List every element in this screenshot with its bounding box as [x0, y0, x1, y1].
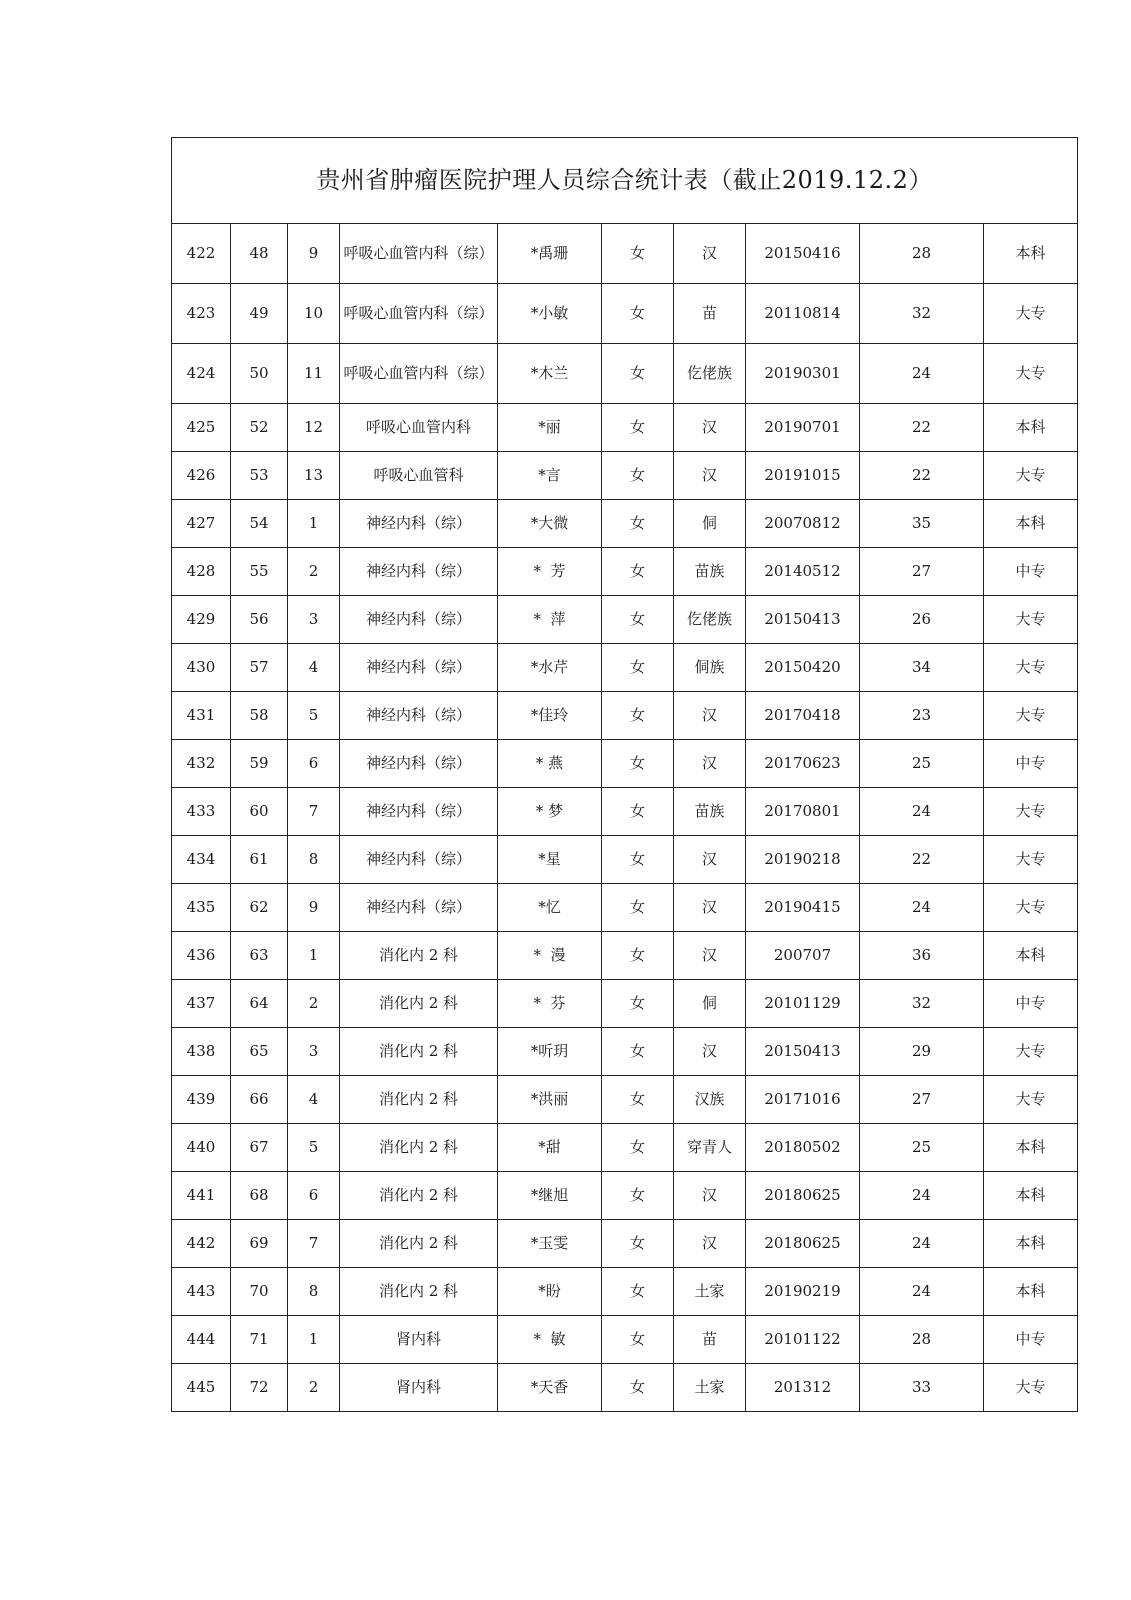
table-row — [172, 836, 1078, 884]
cell-dept-index-b: 6 — [288, 1172, 340, 1220]
cell-gender: 女 — [602, 884, 674, 932]
cell-dept-index-b: 11 — [288, 344, 340, 404]
cell-dept-index-a: 63 — [231, 932, 288, 980]
cell-age: 26 — [860, 596, 984, 644]
cell-education: 大专 — [984, 692, 1078, 740]
cell-start-date: 20190301 — [746, 344, 860, 404]
cell-start-date: 200707 — [746, 932, 860, 980]
cell-ethnicity: 仡佬族 — [674, 344, 746, 404]
cell-name: *星 — [498, 836, 602, 884]
cell-name: *言 — [498, 452, 602, 500]
cell-name: *大微 — [498, 500, 602, 548]
cell-total-index: 426 — [172, 452, 231, 500]
cell-department: 呼吸心血管内科（综） — [340, 284, 498, 344]
table-row — [172, 644, 1078, 692]
cell-gender: 女 — [602, 1364, 674, 1412]
cell-total-index: 443 — [172, 1268, 231, 1316]
table-row — [172, 1124, 1078, 1172]
cell-age: 24 — [860, 344, 984, 404]
cell-age: 22 — [860, 836, 984, 884]
cell-dept-index-a: 54 — [231, 500, 288, 548]
cell-gender: 女 — [602, 284, 674, 344]
cell-start-date: 20180625 — [746, 1172, 860, 1220]
table-row — [172, 980, 1078, 1028]
table-row — [172, 1028, 1078, 1076]
cell-gender: 女 — [602, 596, 674, 644]
cell-name: *佳玲 — [498, 692, 602, 740]
cell-total-index: 428 — [172, 548, 231, 596]
cell-age: 24 — [860, 788, 984, 836]
cell-age: 34 — [860, 644, 984, 692]
cell-dept-index-a: 55 — [231, 548, 288, 596]
cell-education: 大专 — [984, 788, 1078, 836]
cell-ethnicity: 汉 — [674, 740, 746, 788]
cell-dept-index-a: 69 — [231, 1220, 288, 1268]
cell-age: 33 — [860, 1364, 984, 1412]
cell-education: 本科 — [984, 1124, 1078, 1172]
cell-dept-index-b: 2 — [288, 980, 340, 1028]
cell-total-index: 439 — [172, 1076, 231, 1124]
cell-name: *听玥 — [498, 1028, 602, 1076]
cell-start-date: 20101129 — [746, 980, 860, 1028]
cell-dept-index-b: 9 — [288, 884, 340, 932]
cell-age: 36 — [860, 932, 984, 980]
table-row — [172, 1316, 1078, 1364]
cell-ethnicity: 土家 — [674, 1364, 746, 1412]
cell-name: *甜 — [498, 1124, 602, 1172]
cell-dept-index-a: 58 — [231, 692, 288, 740]
cell-dept-index-b: 13 — [288, 452, 340, 500]
cell-gender: 女 — [602, 1124, 674, 1172]
cell-ethnicity: 汉 — [674, 224, 746, 284]
cell-dept-index-b: 2 — [288, 1364, 340, 1412]
cell-start-date: 20070812 — [746, 500, 860, 548]
cell-start-date: 20180502 — [746, 1124, 860, 1172]
cell-education: 大专 — [984, 884, 1078, 932]
cell-dept-index-a: 59 — [231, 740, 288, 788]
cell-age: 28 — [860, 224, 984, 284]
cell-age: 35 — [860, 500, 984, 548]
cell-ethnicity: 穿青人 — [674, 1124, 746, 1172]
table-row — [172, 1268, 1078, 1316]
table-row — [172, 884, 1078, 932]
cell-gender: 女 — [602, 980, 674, 1028]
cell-gender: 女 — [602, 500, 674, 548]
cell-name: * 芬 — [498, 980, 602, 1028]
cell-start-date: 20180625 — [746, 1220, 860, 1268]
cell-total-index: 427 — [172, 500, 231, 548]
cell-education: 大专 — [984, 452, 1078, 500]
cell-start-date: 20171016 — [746, 1076, 860, 1124]
cell-education: 大专 — [984, 836, 1078, 884]
cell-total-index: 422 — [172, 224, 231, 284]
cell-department: 呼吸心血管科 — [340, 452, 498, 500]
cell-ethnicity: 苗 — [674, 1316, 746, 1364]
cell-dept-index-a: 62 — [231, 884, 288, 932]
cell-gender: 女 — [602, 1316, 674, 1364]
cell-education: 大专 — [984, 596, 1078, 644]
cell-total-index: 431 — [172, 692, 231, 740]
cell-gender: 女 — [602, 1028, 674, 1076]
cell-total-index: 444 — [172, 1316, 231, 1364]
cell-gender: 女 — [602, 932, 674, 980]
cell-dept-index-b: 6 — [288, 740, 340, 788]
cell-department: 神经内科（综） — [340, 692, 498, 740]
cell-dept-index-a: 50 — [231, 344, 288, 404]
cell-education: 本科 — [984, 1268, 1078, 1316]
cell-department: 消化内 2 科 — [340, 1220, 498, 1268]
cell-ethnicity: 汉 — [674, 836, 746, 884]
cell-total-index: 424 — [172, 344, 231, 404]
cell-start-date: 20101122 — [746, 1316, 860, 1364]
cell-dept-index-a: 64 — [231, 980, 288, 1028]
nursing-staff-table — [171, 137, 1078, 1412]
cell-ethnicity: 汉 — [674, 1220, 746, 1268]
cell-education: 大专 — [984, 344, 1078, 404]
table-row — [172, 452, 1078, 500]
cell-name: * 漫 — [498, 932, 602, 980]
cell-gender: 女 — [602, 740, 674, 788]
table-row — [172, 1076, 1078, 1124]
cell-ethnicity: 土家 — [674, 1268, 746, 1316]
cell-name: * 燕 — [498, 740, 602, 788]
table-row — [172, 500, 1078, 548]
cell-total-index: 429 — [172, 596, 231, 644]
cell-dept-index-b: 9 — [288, 224, 340, 284]
cell-dept-index-b: 3 — [288, 1028, 340, 1076]
cell-education: 中专 — [984, 740, 1078, 788]
table-row — [172, 740, 1078, 788]
cell-ethnicity: 苗族 — [674, 548, 746, 596]
cell-total-index: 425 — [172, 404, 231, 452]
cell-age: 25 — [860, 1124, 984, 1172]
cell-dept-index-a: 52 — [231, 404, 288, 452]
cell-department: 呼吸心血管内科（综） — [340, 224, 498, 284]
cell-total-index: 442 — [172, 1220, 231, 1268]
title-row — [172, 138, 1078, 224]
cell-start-date: 20170623 — [746, 740, 860, 788]
cell-start-date: 20140512 — [746, 548, 860, 596]
cell-name: *禹珊 — [498, 224, 602, 284]
cell-start-date: 20170418 — [746, 692, 860, 740]
cell-department: 呼吸心血管内科（综） — [340, 344, 498, 404]
cell-dept-index-a: 56 — [231, 596, 288, 644]
cell-dept-index-a: 57 — [231, 644, 288, 692]
cell-dept-index-a: 61 — [231, 836, 288, 884]
cell-dept-index-b: 4 — [288, 644, 340, 692]
cell-dept-index-a: 66 — [231, 1076, 288, 1124]
cell-name: * 敏 — [498, 1316, 602, 1364]
cell-education: 本科 — [984, 1172, 1078, 1220]
cell-department: 神经内科（综） — [340, 548, 498, 596]
cell-education: 本科 — [984, 932, 1078, 980]
cell-dept-index-b: 1 — [288, 1316, 340, 1364]
table-row — [172, 1364, 1078, 1412]
cell-department: 消化内 2 科 — [340, 980, 498, 1028]
cell-start-date: 20190701 — [746, 404, 860, 452]
cell-dept-index-a: 48 — [231, 224, 288, 284]
cell-department: 神经内科（综） — [340, 740, 498, 788]
cell-ethnicity: 汉 — [674, 1028, 746, 1076]
cell-education: 大专 — [984, 284, 1078, 344]
cell-age: 24 — [860, 1220, 984, 1268]
cell-age: 27 — [860, 1076, 984, 1124]
cell-age: 29 — [860, 1028, 984, 1076]
cell-age: 22 — [860, 404, 984, 452]
cell-department: 神经内科（综） — [340, 836, 498, 884]
cell-department: 呼吸心血管内科 — [340, 404, 498, 452]
cell-department: 神经内科（综） — [340, 884, 498, 932]
cell-start-date: 20110814 — [746, 284, 860, 344]
cell-ethnicity: 汉 — [674, 884, 746, 932]
cell-total-index: 436 — [172, 932, 231, 980]
table-row — [172, 344, 1078, 404]
cell-age: 24 — [860, 1172, 984, 1220]
cell-dept-index-b: 12 — [288, 404, 340, 452]
cell-dept-index-a: 72 — [231, 1364, 288, 1412]
cell-ethnicity: 汉 — [674, 1172, 746, 1220]
table-row — [172, 932, 1078, 980]
cell-education: 本科 — [984, 500, 1078, 548]
cell-dept-index-b: 10 — [288, 284, 340, 344]
cell-dept-index-a: 68 — [231, 1172, 288, 1220]
cell-name: *忆 — [498, 884, 602, 932]
cell-gender: 女 — [602, 452, 674, 500]
table-body — [172, 138, 1078, 1412]
cell-ethnicity: 汉 — [674, 452, 746, 500]
cell-education: 大专 — [984, 1364, 1078, 1412]
cell-ethnicity: 仡佬族 — [674, 596, 746, 644]
cell-total-index: 437 — [172, 980, 231, 1028]
cell-start-date: 201312 — [746, 1364, 860, 1412]
cell-gender: 女 — [602, 1268, 674, 1316]
cell-total-index: 435 — [172, 884, 231, 932]
table-row — [172, 1172, 1078, 1220]
cell-name: *水芹 — [498, 644, 602, 692]
cell-dept-index-a: 49 — [231, 284, 288, 344]
cell-dept-index-a: 67 — [231, 1124, 288, 1172]
cell-education: 本科 — [984, 1220, 1078, 1268]
cell-dept-index-b: 1 — [288, 500, 340, 548]
cell-ethnicity: 侗 — [674, 500, 746, 548]
cell-dept-index-b: 2 — [288, 548, 340, 596]
cell-name: * 萍 — [498, 596, 602, 644]
cell-department: 神经内科（综） — [340, 596, 498, 644]
cell-education: 大专 — [984, 1076, 1078, 1124]
cell-education: 大专 — [984, 644, 1078, 692]
cell-dept-index-a: 60 — [231, 788, 288, 836]
cell-gender: 女 — [602, 692, 674, 740]
cell-dept-index-b: 7 — [288, 1220, 340, 1268]
cell-dept-index-b: 8 — [288, 1268, 340, 1316]
cell-gender: 女 — [602, 1220, 674, 1268]
cell-gender: 女 — [602, 224, 674, 284]
cell-dept-index-a: 53 — [231, 452, 288, 500]
cell-department: 神经内科（综） — [340, 500, 498, 548]
cell-start-date: 20150420 — [746, 644, 860, 692]
cell-department: 肾内科 — [340, 1364, 498, 1412]
cell-ethnicity: 侗 — [674, 980, 746, 1028]
cell-gender: 女 — [602, 644, 674, 692]
cell-department: 消化内 2 科 — [340, 1076, 498, 1124]
cell-ethnicity: 侗族 — [674, 644, 746, 692]
cell-name: *木兰 — [498, 344, 602, 404]
cell-ethnicity: 汉 — [674, 404, 746, 452]
cell-dept-index-a: 65 — [231, 1028, 288, 1076]
cell-name: *丽 — [498, 404, 602, 452]
cell-gender: 女 — [602, 1172, 674, 1220]
cell-dept-index-a: 70 — [231, 1268, 288, 1316]
cell-department: 消化内 2 科 — [340, 1124, 498, 1172]
cell-gender: 女 — [602, 548, 674, 596]
cell-dept-index-b: 3 — [288, 596, 340, 644]
cell-total-index: 441 — [172, 1172, 231, 1220]
table-row — [172, 596, 1078, 644]
cell-dept-index-b: 4 — [288, 1076, 340, 1124]
table-row — [172, 788, 1078, 836]
cell-age: 24 — [860, 1268, 984, 1316]
cell-name: * 芳 — [498, 548, 602, 596]
cell-education: 大专 — [984, 1028, 1078, 1076]
cell-ethnicity: 汉族 — [674, 1076, 746, 1124]
table-row — [172, 404, 1078, 452]
table-row — [172, 224, 1078, 284]
cell-total-index: 423 — [172, 284, 231, 344]
cell-education: 本科 — [984, 404, 1078, 452]
cell-start-date: 20190218 — [746, 836, 860, 884]
table-row — [172, 1220, 1078, 1268]
cell-gender: 女 — [602, 788, 674, 836]
cell-total-index: 434 — [172, 836, 231, 884]
cell-gender: 女 — [602, 836, 674, 884]
cell-start-date: 20150413 — [746, 596, 860, 644]
cell-dept-index-b: 5 — [288, 1124, 340, 1172]
cell-department: 神经内科（综） — [340, 644, 498, 692]
cell-education: 中专 — [984, 548, 1078, 596]
cell-age: 23 — [860, 692, 984, 740]
cell-total-index: 440 — [172, 1124, 231, 1172]
cell-ethnicity: 汉 — [674, 932, 746, 980]
cell-start-date: 20190219 — [746, 1268, 860, 1316]
cell-start-date: 20190415 — [746, 884, 860, 932]
cell-department: 消化内 2 科 — [340, 1028, 498, 1076]
cell-ethnicity: 苗族 — [674, 788, 746, 836]
cell-education: 中专 — [984, 980, 1078, 1028]
cell-total-index: 430 — [172, 644, 231, 692]
cell-dept-index-b: 7 — [288, 788, 340, 836]
cell-age: 32 — [860, 980, 984, 1028]
cell-ethnicity: 苗 — [674, 284, 746, 344]
cell-name: *继旭 — [498, 1172, 602, 1220]
cell-gender: 女 — [602, 404, 674, 452]
cell-education: 本科 — [984, 224, 1078, 284]
cell-dept-index-b: 1 — [288, 932, 340, 980]
cell-dept-index-b: 8 — [288, 836, 340, 884]
table-title: 贵州省肿瘤医院护理人员综合统计表（截止2019.12.2） — [172, 138, 1078, 224]
cell-name: *天香 — [498, 1364, 602, 1412]
cell-name: *小敏 — [498, 284, 602, 344]
cell-age: 25 — [860, 740, 984, 788]
cell-department: 神经内科（综） — [340, 788, 498, 836]
cell-age: 24 — [860, 884, 984, 932]
cell-start-date: 20150416 — [746, 224, 860, 284]
cell-name: *洪丽 — [498, 1076, 602, 1124]
cell-age: 27 — [860, 548, 984, 596]
cell-age: 22 — [860, 452, 984, 500]
cell-gender: 女 — [602, 344, 674, 404]
cell-name: *盼 — [498, 1268, 602, 1316]
cell-name: *玉雯 — [498, 1220, 602, 1268]
table-row — [172, 548, 1078, 596]
cell-department: 肾内科 — [340, 1316, 498, 1364]
cell-total-index: 432 — [172, 740, 231, 788]
cell-gender: 女 — [602, 1076, 674, 1124]
cell-total-index: 445 — [172, 1364, 231, 1412]
cell-age: 32 — [860, 284, 984, 344]
cell-start-date: 20170801 — [746, 788, 860, 836]
cell-department: 消化内 2 科 — [340, 1268, 498, 1316]
cell-total-index: 433 — [172, 788, 231, 836]
cell-ethnicity: 汉 — [674, 692, 746, 740]
cell-department: 消化内 2 科 — [340, 1172, 498, 1220]
cell-dept-index-b: 5 — [288, 692, 340, 740]
table-row — [172, 284, 1078, 344]
cell-department: 消化内 2 科 — [340, 932, 498, 980]
table-row — [172, 692, 1078, 740]
cell-start-date: 20191015 — [746, 452, 860, 500]
cell-name: * 梦 — [498, 788, 602, 836]
cell-start-date: 20150413 — [746, 1028, 860, 1076]
cell-dept-index-a: 71 — [231, 1316, 288, 1364]
cell-education: 中专 — [984, 1316, 1078, 1364]
cell-total-index: 438 — [172, 1028, 231, 1076]
cell-age: 28 — [860, 1316, 984, 1364]
